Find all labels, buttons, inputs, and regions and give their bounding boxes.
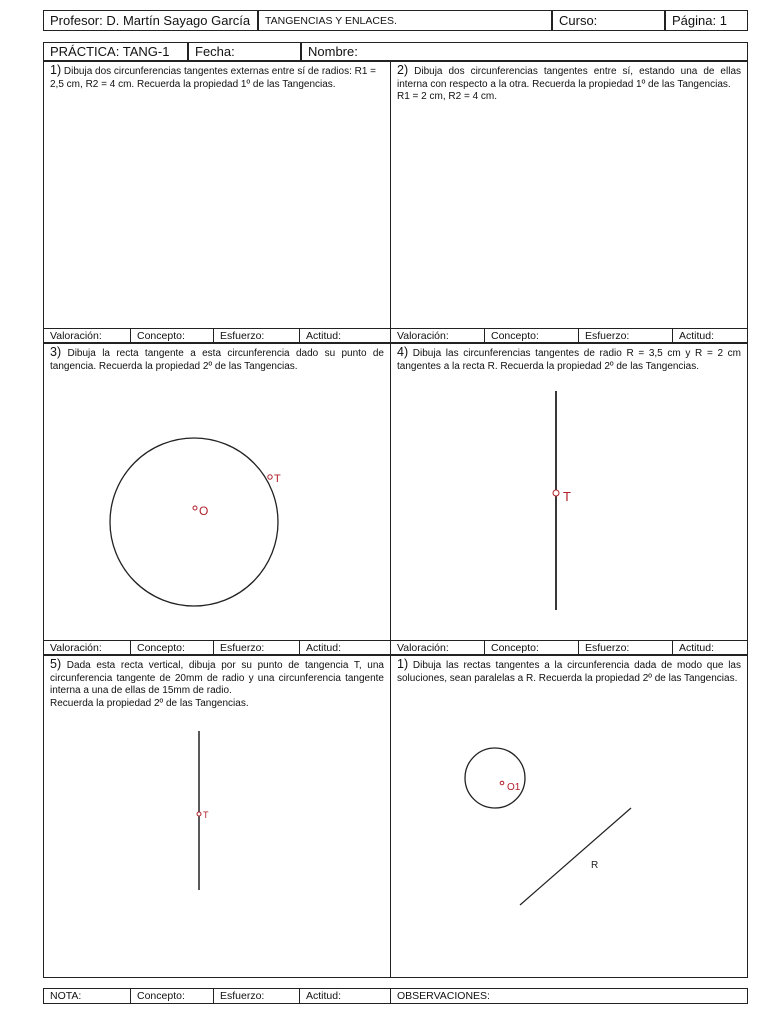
given-circle	[465, 748, 525, 808]
esfuerzo-label: Esfuerzo:	[214, 989, 300, 1003]
header-professor: Profesor: D. Martín Sayago García	[43, 10, 258, 31]
exercise-text	[391, 62, 747, 106]
footer-row	[43, 988, 748, 1004]
exercise-number: 2)	[397, 63, 409, 77]
tangent-point-label: T	[274, 473, 281, 485]
concepto-label: Concepto:	[485, 641, 579, 655]
exercise-cell-6	[390, 655, 748, 978]
tangent-point-marker	[268, 475, 272, 479]
exercise-number: 4)	[397, 345, 409, 359]
exercise-6-figure	[391, 656, 749, 979]
tangent-point-marker	[197, 812, 201, 816]
header-topic: TANGENCIAS Y ENLACES.	[258, 10, 552, 31]
given-circle	[110, 438, 278, 606]
nota-label: NOTA:	[44, 989, 131, 1003]
valoracion-label: Valoración:	[44, 329, 131, 343]
exercise-cell-1	[43, 61, 391, 343]
exercise-number: 1)	[50, 63, 62, 77]
exercise-number: 3)	[50, 345, 62, 359]
name-field: Nombre:	[301, 42, 748, 61]
tangent-point-label: T	[203, 810, 209, 820]
esfuerzo-label: Esfuerzo:	[214, 329, 300, 343]
exercise-cell-4	[390, 343, 748, 655]
evaluation-row	[44, 328, 390, 342]
exercise-text	[44, 62, 390, 93]
concepto-label: Concepto:	[131, 641, 214, 655]
exercise-3-figure	[44, 344, 392, 656]
valoracion-label: Valoración:	[391, 329, 485, 343]
valoracion-label: Valoración:	[44, 641, 131, 655]
evaluation-row	[44, 640, 390, 654]
observaciones-label: OBSERVACIONES:	[397, 990, 490, 1002]
exercise-extra: Recuerda la propiedad 2º de las Tangencias.	[50, 697, 249, 709]
exercise-cell-2	[390, 61, 748, 343]
center-point-marker	[500, 781, 504, 785]
concepto-label: Concepto:	[131, 329, 214, 343]
exercise-cell-5	[43, 655, 391, 978]
esfuerzo-label: Esfuerzo:	[579, 641, 673, 655]
actitud-label: Actitud:	[679, 329, 715, 342]
practice-id: PRÁCTICA: TANG-1	[43, 42, 188, 61]
evaluation-row	[391, 328, 747, 342]
center-label: O	[199, 504, 209, 518]
exercise-instructions: Dibuja dos circunferencias tangentes entre sí, estando una de ellas interna con respecto a la otra. Recuerda la propiedad 1º de las Tangencias.	[397, 66, 742, 90]
esfuerzo-label: Esfuerzo:	[214, 641, 300, 655]
exercise-instructions: Dibuja las circunferencias tangentes de radio R = 3,5 cm y R = 2 cm tangentes a la recta R. Recuerda la propiedad 2º de las Tangencias.	[397, 348, 742, 372]
exercise-5-figure	[44, 656, 392, 979]
line-r-label: R	[591, 860, 599, 871]
tangent-point-marker	[553, 490, 559, 496]
exercise-instructions: Dibuja las rectas tangentes a la circunferencia dada de modo que las soluciones, sean paralelas a R. Recuerda la propiedad 2º de las Tangencias.	[397, 660, 741, 684]
header-page: Página: 1	[665, 10, 748, 31]
exercise-extra: R1 = 2 cm, R2 = 4 cm.	[397, 91, 498, 102]
exercise-number: 5)	[50, 657, 62, 671]
line-r	[520, 808, 631, 905]
valoracion-label: Valoración:	[391, 641, 485, 655]
actitud-label: Actitud:	[300, 989, 391, 1003]
center-point-marker	[193, 506, 197, 510]
tangent-point-label: T	[563, 489, 571, 504]
concepto-label: Concepto:	[485, 329, 579, 343]
center-label: O1	[507, 782, 521, 793]
exercise-cell-3	[43, 343, 391, 655]
actitud-label: Actitud:	[306, 329, 342, 342]
actitud-label: Actitud:	[306, 641, 342, 654]
exercise-4-figure	[391, 344, 749, 656]
header-course: Curso:	[552, 10, 665, 31]
exercise-instructions: Dada esta recta vertical, dibuja por su punto de tangencia T, una circunferencia tangente de 20mm de radio y una circunferencia tangente interna a una de ellas de 15mm de radio.	[50, 660, 384, 696]
evaluation-row	[391, 640, 747, 654]
exercise-number: 1)	[397, 657, 409, 671]
exercise-instructions: Dibuja dos circunferencias tangentes externas entre sí de radios: R1 = 2,5 cm, R2 = 4 cm. Recuerda la propiedad 1º de las Tangencias.	[50, 66, 377, 90]
actitud-label: Actitud:	[679, 641, 715, 654]
esfuerzo-label: Esfuerzo:	[579, 329, 673, 343]
date-field: Fecha:	[188, 42, 301, 61]
concepto-label: Concepto:	[131, 989, 214, 1003]
exercise-instructions: Dibuja la recta tangente a esta circunferencia dado su punto de tangencia. Recuerda la propiedad 2º de las Tangencias.	[50, 348, 384, 372]
